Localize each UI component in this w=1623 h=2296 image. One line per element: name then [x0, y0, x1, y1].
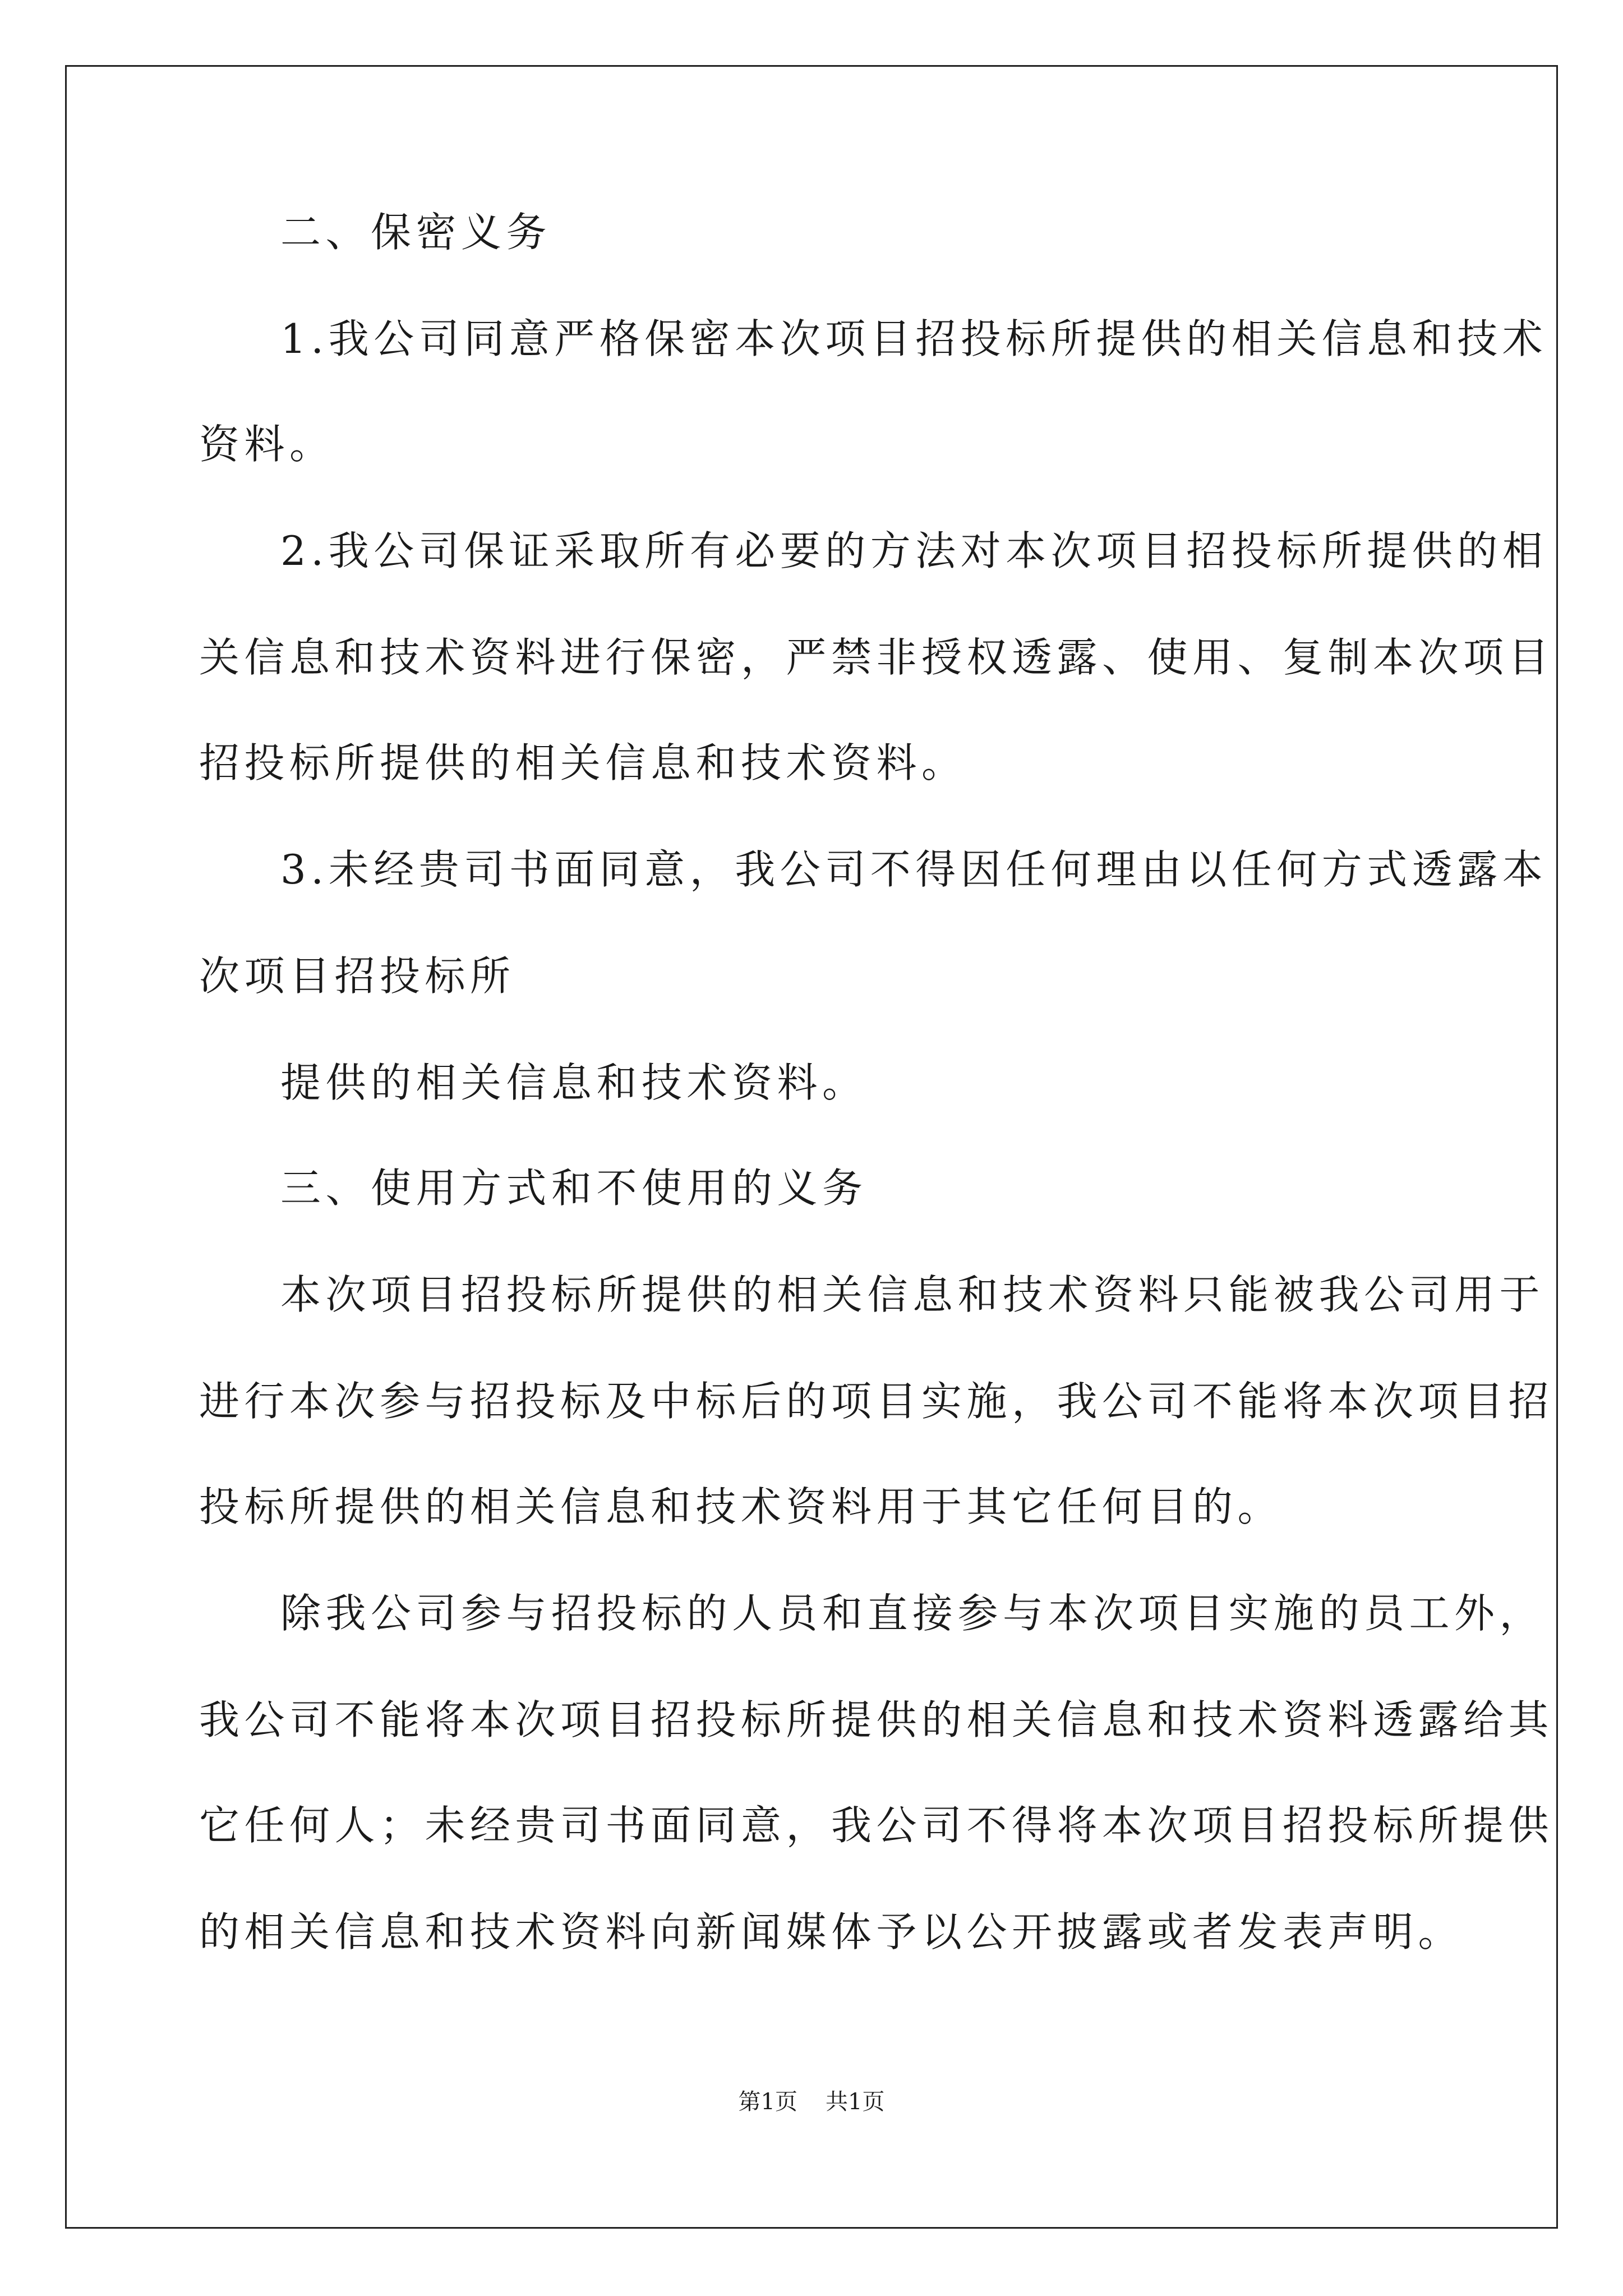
paragraph-line: 2.我公司保证采取所有必要的方法对本次项目招投标所提供的相	[280, 527, 1548, 574]
paragraph-line: 次项目招投标所	[199, 953, 515, 1000]
paragraph-line: 资料。	[199, 421, 335, 468]
page-footer	[0, 2088, 1623, 2116]
section-heading-usage: 三、使用方式和不使用的义务	[280, 1165, 868, 1212]
paragraph-line: 进行本次参与招投标及中标后的项目实施，我公司不能将本次项目招	[199, 1378, 1554, 1425]
paragraph-line: 提供的相关信息和技术资料。	[280, 1059, 868, 1106]
paragraph-line: 本次项目招投标所提供的相关信息和技术资料只能被我公司用于	[280, 1271, 1545, 1318]
paragraph-line: 的相关信息和技术资料向新闻媒体予以公开披露或者发表声明。	[199, 1908, 1464, 1955]
paragraph-line: 除我公司参与招投标的人员和直接参与本次项目实施的员工外，	[280, 1590, 1545, 1637]
page-number: 第1页	[738, 2089, 797, 2115]
section-heading-confidentiality: 二、保密义务	[280, 209, 552, 256]
paragraph-line: 招投标所提供的相关信息和技术资料。	[199, 739, 967, 786]
paragraph-line: 1.我公司同意严格保密本次项目招投标所提供的相关信息和技术	[280, 315, 1548, 362]
page-border	[65, 65, 1558, 2229]
paragraph-line: 它任何人；未经贵司书面同意，我公司不得将本次项目招投标所提供	[199, 1802, 1554, 1849]
paragraph-line: 关信息和技术资料进行保密，严禁非授权透露、使用、复制本次项目	[199, 634, 1554, 681]
page-total: 共1页	[826, 2089, 885, 2115]
paragraph-line: 我公司不能将本次项目招投标所提供的相关信息和技术资料透露给其	[199, 1696, 1554, 1743]
paragraph-line: 3.未经贵司书面同意，我公司不得因任何理由以任何方式透露本	[280, 846, 1548, 893]
paragraph-line: 投标所提供的相关信息和技术资料用于其它任何目的。	[199, 1483, 1283, 1530]
